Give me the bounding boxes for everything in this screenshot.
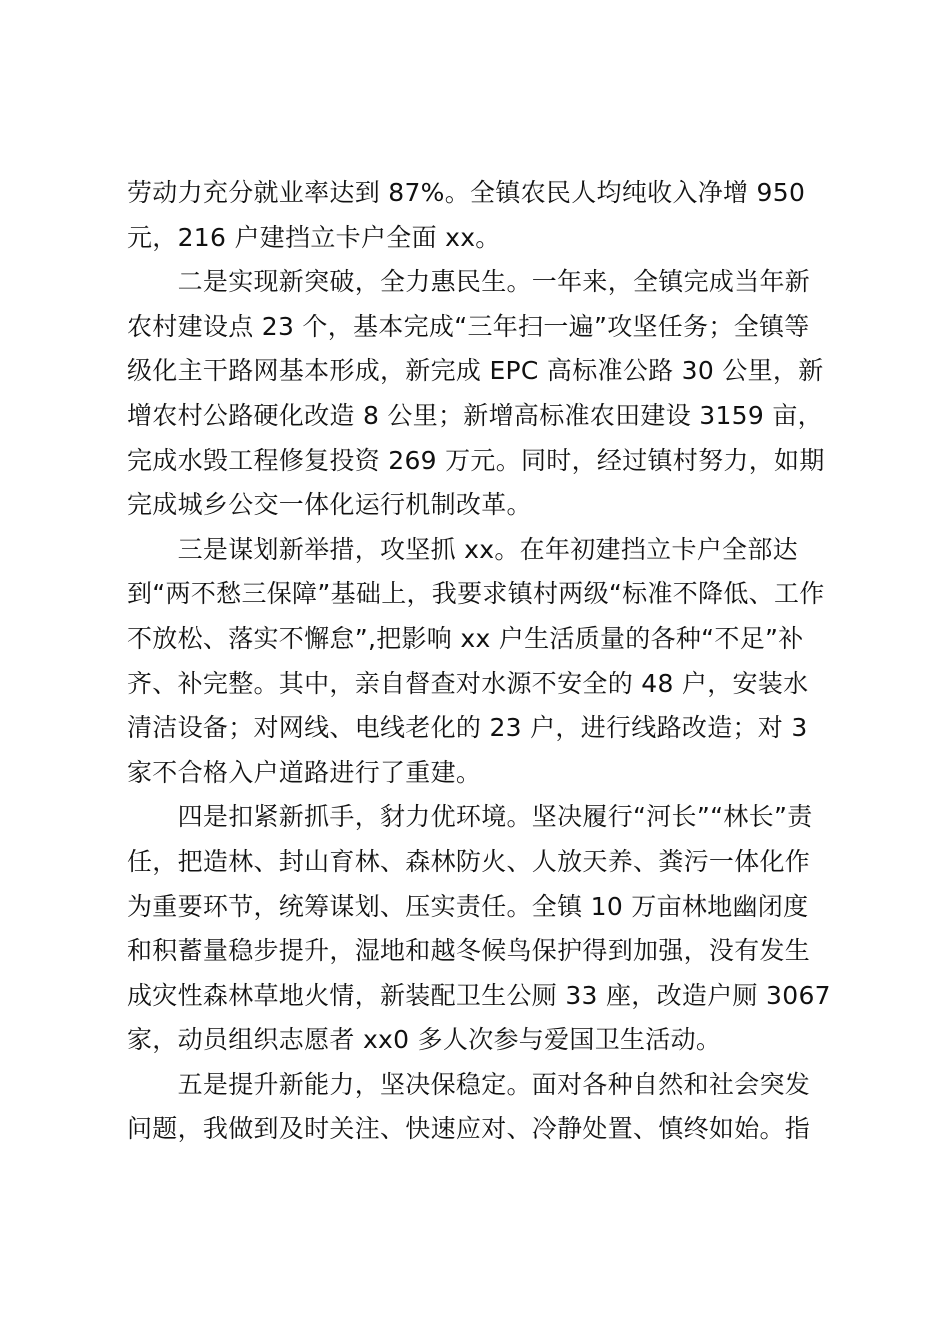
text-line: 到“两不愁三保障”基础上，我要求镇村两级“标准不降低、工作	[127, 579, 825, 609]
text-line: 齐、补完整。其中，亲自督查对水源不安全的 48 户，安装水	[127, 668, 809, 698]
text-line: 元，216 户建挡立卡户全面 xx。	[127, 222, 501, 252]
text-line: 清洁设备；对网线、电线老化的 23 户，进行线路改造；对 3	[127, 713, 808, 743]
text-line: 家，动员组织志愿者 xx0 多人次参与爱国卫生活动。	[127, 1025, 722, 1055]
text-line: 成灾性森林草地火情，新装配卫生公厕 33 座，改造户厕 3067	[127, 980, 831, 1010]
text-line: 四是扣紧新抓手，豺力优环境。坚决履行“河长”“林长”责	[127, 802, 813, 832]
text-line: 完成城乡公交一体化运行机制改革。	[127, 490, 532, 520]
text-line: 增农村公路硬化改造 8 公里；新增高标准农田建设 3159 亩，	[127, 400, 823, 430]
text-line: 家不合格入户道路进行了重建。	[127, 757, 482, 787]
text-line: 完成水毁工程修复投资 269 万元。同时，经过镇村努力，如期	[127, 445, 825, 475]
text-line: 农村建设点 23 个，基本完成“三年扫一遍”攻坚任务；全镇等	[127, 311, 810, 341]
text-line: 任，把造林、封山育林、森林防火、人放天养、粪污一体化作	[127, 846, 811, 876]
text-line: 为重要环节，统筹谋划、压实责任。全镇 10 万亩林地幽闭度	[127, 891, 809, 921]
text-line: 五是提升新能力，坚决保稳定。面对各种自然和社会突发	[127, 1069, 811, 1099]
text-line: 二是实现新突破，全力惠民生。一年来，全镇完成当年新	[127, 267, 811, 297]
text-line: 劳动力充分就业率达到 87%。全镇农民人均纯收入净增 950	[127, 178, 806, 207]
body-text	[127, 171, 833, 1152]
text-line: 和积蓄量稳步提升，湿地和越冬候鸟保护得到加强，没有发生	[127, 936, 811, 966]
text-line: 问题，我做到及时关注、快速应对、冷静处置、慎终如始。指	[127, 1114, 811, 1144]
text-line: 不放松、落实不懈怠”,把影响 xx 户生活质量的各种“不足”补	[127, 623, 804, 653]
text-line: 三是谋划新举措，攻坚抓 xx。在年初建挡立卡户全部达	[127, 534, 798, 564]
text-line: 级化主干路网基本形成，新完成 EPC 高标准公路 30 公里，新	[127, 356, 824, 386]
